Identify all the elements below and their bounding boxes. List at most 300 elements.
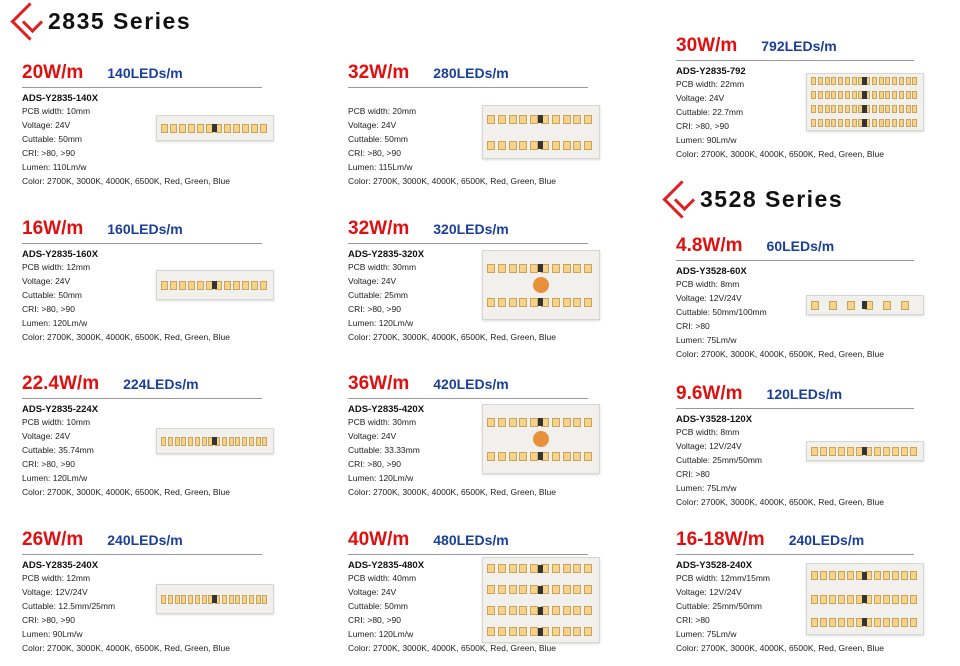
led-chip	[829, 571, 836, 580]
led-chip	[899, 77, 904, 85]
resistor	[862, 119, 867, 127]
spec-line: Color: 2700K, 3000K, 4000K, 6500K, Red, Green, Blue	[348, 643, 556, 653]
spec-line: Lumen: 110Lm/w	[22, 162, 87, 172]
spec-line: PCB width: 12mm/15mm	[676, 573, 770, 583]
led-chip	[811, 447, 818, 456]
led-chip	[892, 595, 899, 604]
led-chip	[552, 418, 560, 427]
led-chip	[912, 105, 917, 113]
spec-line: CRI: >80, >90	[348, 615, 401, 625]
spec-line: Color: 2700K, 3000K, 4000K, 6500K, Red, Green, Blue	[348, 487, 556, 497]
spec-line: Cuttable: 50mm/100mm	[676, 307, 767, 317]
led-density: 320LEDs/m	[433, 221, 509, 237]
led-strip-image	[156, 428, 274, 454]
spec-line: Lumen: 120Lm/w	[348, 629, 414, 639]
led-chip	[509, 115, 517, 124]
led-chip	[242, 595, 247, 604]
led-chip	[530, 298, 538, 307]
led-strip-image	[156, 270, 274, 300]
led-density: 792LEDs/m	[761, 38, 837, 54]
spec-line: Lumen: 75Lm/w	[676, 483, 737, 493]
led-density: 160LEDs/m	[107, 221, 183, 237]
card-header	[22, 218, 262, 244]
spec-line: Voltage: 24V	[348, 431, 397, 441]
wattage: 30W/m	[676, 35, 738, 56]
led-chip	[487, 606, 495, 615]
led-chip	[509, 298, 517, 307]
spec-line: PCB width: 22mm	[676, 79, 745, 89]
led-chip	[170, 281, 177, 290]
model-number: ADS-Y2835-480X	[348, 560, 425, 571]
led-chip	[188, 124, 195, 133]
led-chip	[563, 264, 571, 273]
card-header	[22, 373, 262, 399]
spec-line: Cuttable: 25mm/50mm	[676, 455, 762, 465]
led-chip	[552, 264, 560, 273]
led-chip	[847, 618, 854, 627]
led-chip	[892, 447, 899, 456]
led-chip	[820, 571, 827, 580]
led-chip	[872, 119, 877, 127]
led-chip	[530, 627, 538, 636]
led-chip	[509, 264, 517, 273]
led-chip	[901, 618, 908, 627]
led-chip	[901, 595, 908, 604]
model-number: ADS-Y2835-224X	[22, 404, 99, 415]
led-chip	[222, 595, 227, 604]
led-density: 60LEDs/m	[766, 238, 835, 254]
led-chip	[874, 595, 881, 604]
led-strip-image	[482, 557, 600, 643]
led-chip	[831, 119, 836, 127]
led-chip	[197, 124, 204, 133]
led-chip	[838, 77, 843, 85]
spec-line: PCB width: 10mm	[22, 106, 91, 116]
led-chip	[519, 585, 527, 594]
spec-line: Voltage: 24V	[676, 93, 725, 103]
card-header	[348, 218, 588, 244]
led-chip	[202, 595, 207, 604]
led-chip	[222, 437, 227, 446]
led-chip	[487, 418, 495, 427]
spec-line: Cuttable: 35.74mm	[22, 445, 94, 455]
led-chip	[498, 298, 506, 307]
spec-line: Voltage: 12V/24V	[676, 293, 742, 303]
model-number: ADS-Y3528-60X	[676, 266, 747, 277]
led-chip	[260, 281, 267, 290]
spec-line: Color: 2700K, 3000K, 4000K, 6500K, Red, Green, Blue	[348, 332, 556, 342]
spec-line: Lumen: 75Lm/w	[676, 335, 737, 345]
resistor	[862, 77, 867, 85]
spec-line: CRI: >80, >90	[22, 459, 75, 469]
spec-line: PCB width: 8mm	[676, 427, 740, 437]
led-chip	[899, 105, 904, 113]
led-chip	[912, 91, 917, 99]
spec-line: PCB width: 40mm	[348, 573, 417, 583]
led-chip	[811, 91, 816, 99]
led-chip	[235, 595, 240, 604]
led-chip	[872, 77, 877, 85]
led-chip	[563, 564, 571, 573]
resistor	[212, 437, 217, 445]
series-title: 3528 Series	[700, 185, 844, 212]
led-chip	[885, 91, 890, 99]
led-chip	[233, 124, 240, 133]
wattage: 32W/m	[348, 218, 410, 239]
led-chip	[188, 595, 193, 604]
resistor	[538, 628, 543, 636]
resistor	[538, 141, 543, 149]
led-chip	[892, 105, 897, 113]
resistor	[862, 91, 867, 99]
led-chip	[573, 585, 581, 594]
led-chip	[831, 105, 836, 113]
resistor	[862, 618, 867, 626]
led-chip	[202, 437, 207, 446]
spec-line: Voltage: 24V	[348, 276, 397, 286]
wattage: 4.8W/m	[676, 235, 743, 256]
led-chip	[573, 141, 581, 150]
led-chip	[195, 595, 200, 604]
spec-line: Cuttable: 25mm/50mm	[676, 601, 762, 611]
led-chip	[573, 627, 581, 636]
model-number: ADS-Y2835-160X	[22, 249, 99, 260]
led-density: 240LEDs/m	[107, 532, 183, 548]
led-chip	[818, 77, 823, 85]
led-chip	[825, 105, 830, 113]
wattage: 16W/m	[22, 218, 84, 239]
card-header	[676, 529, 914, 555]
resistor	[538, 115, 543, 123]
led-chip	[530, 115, 538, 124]
led-chip	[883, 595, 890, 604]
led-chip	[584, 141, 592, 150]
led-chip	[584, 564, 592, 573]
led-chip	[487, 564, 495, 573]
model-number: ADS-Y2835-140X	[22, 93, 99, 104]
spec-line: Voltage: 24V	[348, 587, 397, 597]
spec-line: Color: 2700K, 3000K, 4000K, 6500K, Red, Green, Blue	[676, 149, 884, 159]
led-chip	[235, 437, 240, 446]
led-chip	[487, 585, 495, 594]
led-chip	[829, 301, 837, 310]
led-chip	[838, 595, 845, 604]
led-chip	[563, 606, 571, 615]
led-chip	[883, 618, 890, 627]
led-chip	[530, 418, 538, 427]
spec-line: CRI: >80	[676, 615, 710, 625]
led-chip	[838, 105, 843, 113]
led-chip	[552, 298, 560, 307]
spec-line: Color: 2700K, 3000K, 4000K, 6500K, Red, Green, Blue	[348, 176, 556, 186]
led-chip	[883, 301, 891, 310]
model-number: ADS-Y3528-120X	[676, 414, 753, 425]
spec-line: CRI: >80, >90	[22, 615, 75, 625]
led-strip-image	[156, 115, 274, 141]
led-chip	[498, 264, 506, 273]
led-chip	[161, 124, 168, 133]
led-chip	[872, 105, 877, 113]
led-chip	[874, 447, 881, 456]
led-chip	[498, 606, 506, 615]
spec-line: CRI: >80, >90	[348, 148, 401, 158]
led-chip	[906, 119, 911, 127]
spec-line: Cuttable: 33.33mm	[348, 445, 420, 455]
spec-line: Lumen: 90Lm/w	[676, 135, 737, 145]
spec-line: Color: 2700K, 3000K, 4000K, 6500K, Red, Green, Blue	[676, 643, 884, 653]
series-title: 2835 Series	[48, 7, 192, 34]
spec-line: Lumen: 90Lm/w	[22, 629, 83, 639]
led-chip	[811, 618, 818, 627]
spec-line: Lumen: 120Lm/w	[22, 318, 88, 328]
led-strip-image	[806, 563, 924, 635]
spec-line: Cuttable: 12.5mm/25mm	[22, 601, 116, 611]
spec-line: Lumen: 115Lm/w	[348, 162, 413, 172]
led-density: 480LEDs/m	[433, 532, 509, 548]
led-chip	[498, 115, 506, 124]
spec-line: PCB width: 10mm	[22, 417, 91, 427]
led-chip	[519, 298, 527, 307]
led-chip	[552, 585, 560, 594]
led-chip	[811, 595, 818, 604]
led-chip	[879, 77, 884, 85]
led-chip	[188, 281, 195, 290]
led-strip-image	[806, 73, 924, 131]
led-chip	[262, 595, 267, 604]
led-chip	[825, 91, 830, 99]
led-chip	[552, 606, 560, 615]
card-header	[676, 35, 914, 61]
spec-line: Voltage: 12V/24V	[676, 441, 742, 451]
led-chip	[573, 606, 581, 615]
led-chip	[910, 595, 917, 604]
led-chip	[170, 124, 177, 133]
series-header-3528	[660, 180, 843, 218]
led-chip	[825, 119, 830, 127]
led-chip	[552, 564, 560, 573]
resistor	[862, 595, 867, 603]
led-chip	[530, 606, 538, 615]
led-chip	[901, 447, 908, 456]
led-density: 120LEDs/m	[766, 386, 843, 402]
spec-line: Voltage: 24V	[22, 276, 71, 286]
led-chip	[519, 564, 527, 573]
led-chip	[251, 281, 258, 290]
led-chip	[885, 77, 890, 85]
led-chip	[573, 264, 581, 273]
led-chip	[509, 452, 517, 461]
led-chip	[519, 141, 527, 150]
spec-line: Cuttable: 50mm	[22, 134, 82, 144]
led-chip	[901, 571, 908, 580]
led-chip	[563, 298, 571, 307]
led-chip	[584, 452, 592, 461]
led-chip	[487, 115, 495, 124]
led-chip	[910, 618, 917, 627]
led-chip	[487, 264, 495, 273]
led-chip	[845, 91, 850, 99]
led-chip	[584, 627, 592, 636]
model-number: ADS-Y3528-240X	[676, 560, 753, 571]
spec-line: Voltage: 24V	[22, 120, 71, 130]
led-strip-image	[156, 584, 274, 614]
led-chip	[256, 437, 261, 446]
spec-line: PCB width: 20mm	[348, 106, 417, 116]
led-chip	[820, 595, 827, 604]
led-chip	[509, 627, 517, 636]
led-chip	[892, 91, 897, 99]
led-chip	[829, 618, 836, 627]
led-chip	[487, 452, 495, 461]
spec-line: Lumen: 120Lm/w	[348, 473, 414, 483]
spec-line: Color: 2700K, 3000K, 4000K, 6500K, Red, Green, Blue	[676, 349, 884, 359]
led-chip	[509, 564, 517, 573]
led-chip	[519, 627, 527, 636]
wattage: 9.6W/m	[676, 383, 743, 404]
resistor	[538, 298, 543, 306]
led-chip	[498, 452, 506, 461]
resistor	[538, 586, 543, 594]
led-chip	[519, 264, 527, 273]
resistor	[538, 607, 543, 615]
led-chip	[820, 447, 827, 456]
led-chip	[879, 91, 884, 99]
card-header	[348, 529, 588, 555]
led-chip	[573, 418, 581, 427]
led-chip	[161, 595, 166, 604]
led-chip	[224, 124, 231, 133]
spec-line: Color: 2700K, 3000K, 4000K, 6500K, Red, Green, Blue	[22, 487, 230, 497]
led-chip	[892, 571, 899, 580]
led-chip	[901, 301, 909, 310]
led-chip	[838, 571, 845, 580]
spec-line: Color: 2700K, 3000K, 4000K, 6500K, Red, Green, Blue	[676, 497, 884, 507]
resistor	[538, 418, 543, 426]
resistor	[862, 301, 867, 309]
spec-line: PCB width: 30mm	[348, 417, 417, 427]
led-chip	[552, 452, 560, 461]
led-chip	[584, 264, 592, 273]
led-chip	[838, 447, 845, 456]
led-chip	[530, 264, 538, 273]
spec-line: PCB width: 30mm	[348, 262, 417, 272]
spec-line: CRI: >80, >90	[676, 121, 729, 131]
led-chip	[519, 418, 527, 427]
led-chip	[892, 119, 897, 127]
led-chip	[892, 618, 899, 627]
led-chip	[175, 437, 180, 446]
wattage: 40W/m	[348, 529, 410, 550]
led-chip	[498, 418, 506, 427]
led-chip	[530, 452, 538, 461]
spec-line: Voltage: 12V/24V	[22, 587, 88, 597]
led-chip	[912, 77, 917, 85]
spec-line: CRI: >80, >90	[348, 304, 401, 314]
led-chip	[530, 585, 538, 594]
led-density: 280LEDs/m	[433, 65, 509, 81]
led-chip	[242, 281, 249, 290]
wattage: 32W/m	[348, 62, 410, 83]
model-number	[348, 93, 588, 104]
led-strip-image	[482, 250, 600, 320]
wattage: 20W/m	[22, 62, 84, 83]
led-chip	[563, 585, 571, 594]
led-chip	[552, 627, 560, 636]
led-chip	[811, 119, 816, 127]
led-chip	[883, 447, 890, 456]
spec-line: PCB width: 12mm	[22, 262, 91, 272]
led-chip	[260, 124, 267, 133]
led-chip	[852, 119, 857, 127]
led-chip	[906, 91, 911, 99]
led-chip	[874, 571, 881, 580]
led-chip	[188, 437, 193, 446]
led-chip	[584, 585, 592, 594]
led-chip	[161, 281, 168, 290]
led-chip	[838, 618, 845, 627]
led-chip	[179, 281, 186, 290]
led-chip	[885, 105, 890, 113]
led-chip	[175, 595, 180, 604]
led-chip	[229, 595, 234, 604]
led-chip	[509, 141, 517, 150]
series-header-2835	[8, 2, 191, 40]
spec-line: Voltage: 24V	[22, 431, 71, 441]
led-chip	[249, 437, 254, 446]
card-header	[22, 62, 262, 88]
led-chip	[573, 564, 581, 573]
led-chip	[179, 124, 186, 133]
led-chip	[197, 281, 204, 290]
card-header	[676, 383, 914, 409]
resistor	[538, 452, 543, 460]
model-number: ADS-Y2835-792	[676, 66, 746, 77]
resistor	[862, 105, 867, 113]
led-chip	[519, 115, 527, 124]
led-chip	[168, 437, 173, 446]
led-chip	[910, 571, 917, 580]
wattage: 16-18W/m	[676, 529, 765, 550]
card-header	[348, 373, 588, 399]
led-chip	[181, 595, 186, 604]
resistor	[862, 572, 867, 580]
spec-line: CRI: >80	[676, 469, 710, 479]
spec-line: Color: 2700K, 3000K, 4000K, 6500K, Red, Green, Blue	[22, 176, 230, 186]
led-chip	[818, 91, 823, 99]
spec-line: CRI: >80, >90	[348, 459, 401, 469]
spec-line: Voltage: 12V/24V	[676, 587, 742, 597]
led-chip	[242, 437, 247, 446]
solder-pad	[533, 431, 549, 447]
resistor	[538, 565, 543, 573]
led-chip	[584, 115, 592, 124]
led-chip	[910, 447, 917, 456]
chevron-icon	[8, 2, 46, 40]
led-density: 224LEDs/m	[123, 376, 199, 392]
led-chip	[906, 77, 911, 85]
led-chip	[829, 447, 836, 456]
led-chip	[229, 437, 234, 446]
spec-line: Lumen: 75Lm/w	[676, 629, 737, 639]
led-chip	[519, 452, 527, 461]
led-chip	[563, 627, 571, 636]
led-chip	[847, 595, 854, 604]
led-chip	[251, 124, 258, 133]
led-chip	[552, 141, 560, 150]
solder-pad	[533, 277, 549, 293]
led-chip	[161, 437, 166, 446]
spec-line: Cuttable: 50mm	[348, 601, 408, 611]
